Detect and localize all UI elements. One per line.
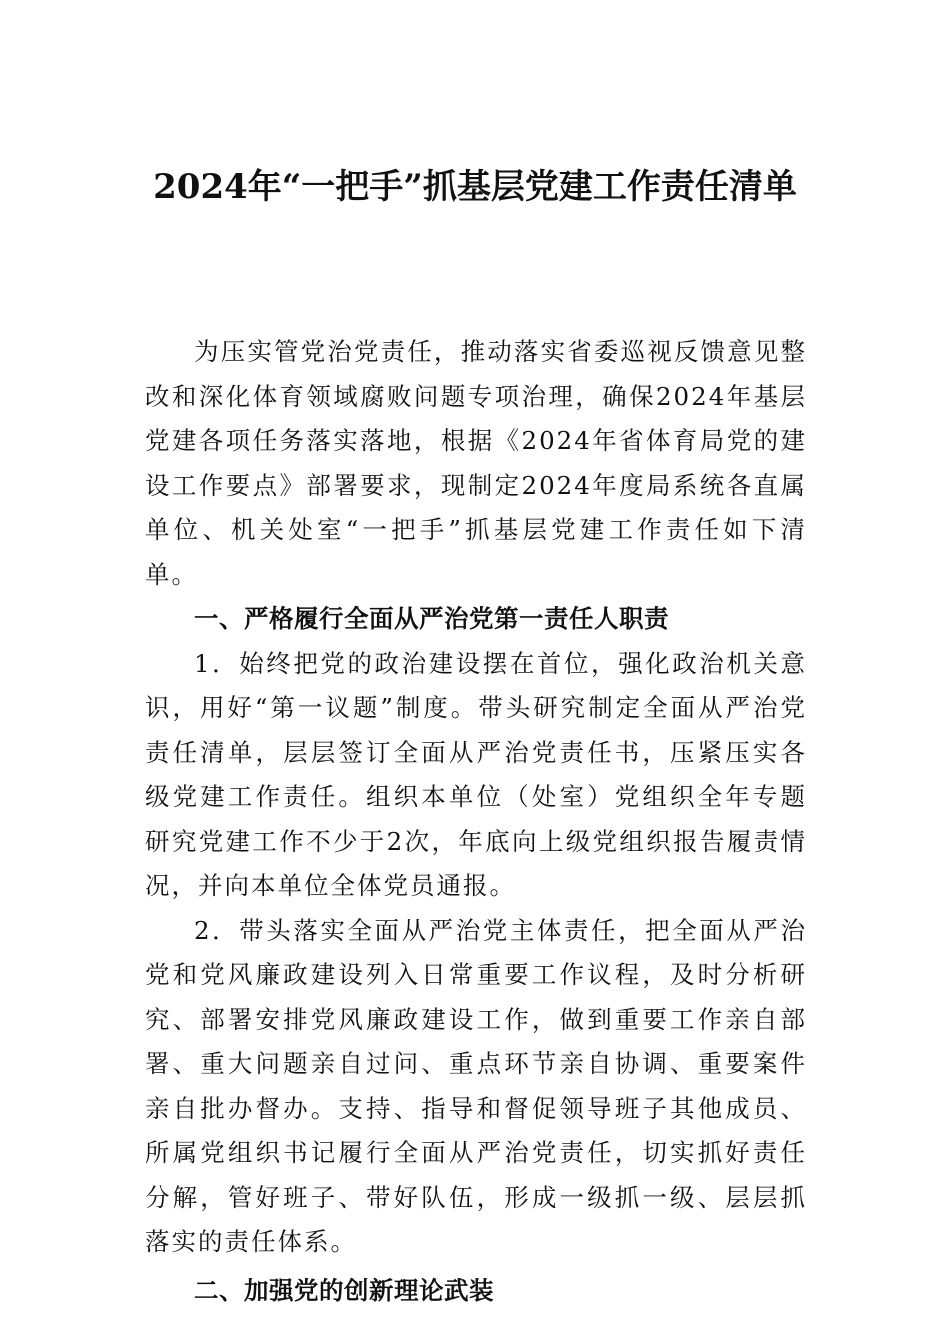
document-title: 2024年“一把手”抓基层党建工作责任清单 bbox=[153, 167, 797, 207]
intro-paragraph: 为压实管党治党责任，推动落实省委巡视反馈意见整改和深化体育领域腐败问题专项治理，确保2024年基层党建各项任务落实落地，根据《2024年省体育局党的建设工作要点》部署要求，现制定2024年度局系统各直属单位、机关处室“一把手”抓基层党建工作责任如下清单。 bbox=[145, 337, 807, 589]
item-paragraph-1: 1．始终把党的政治建设摆在首位，强化政治机关意识，用好“第一议题”制度。带头研究制定全面从严治党责任清单，层层签订全面从严治党责任书，压紧压实各级党建工作责任。组织本单位（处室）党组织全年专题研究党建工作不少于2次，年底向上级党组织报告履责情况，并向本单位全体党员通报。 bbox=[145, 648, 807, 900]
document-body bbox=[145, 330, 807, 1313]
section-heading-2: 二、加强党的创新理论武装 bbox=[194, 1275, 494, 1305]
item-paragraph-2: 2．带头落实全面从严治党主体责任，把全面从严治党和党风廉政建设列入日常重要工作议程，及时分析研究、部署安排党风廉政建设工作，做到重要工作亲自部署、重大问题亲自过问、重点环节亲自协调、重要案件亲自批办督办。支持、指导和督促领导班子其他成员、所属党组织书记履行全面从严治党责任，切实抓好责任分解，管好班子、带好队伍，形成一级抓一级、层层抓落实的责任体系。 bbox=[145, 915, 807, 1256]
section-heading-1: 一、严格履行全面从严治党第一责任人职责 bbox=[194, 604, 669, 633]
